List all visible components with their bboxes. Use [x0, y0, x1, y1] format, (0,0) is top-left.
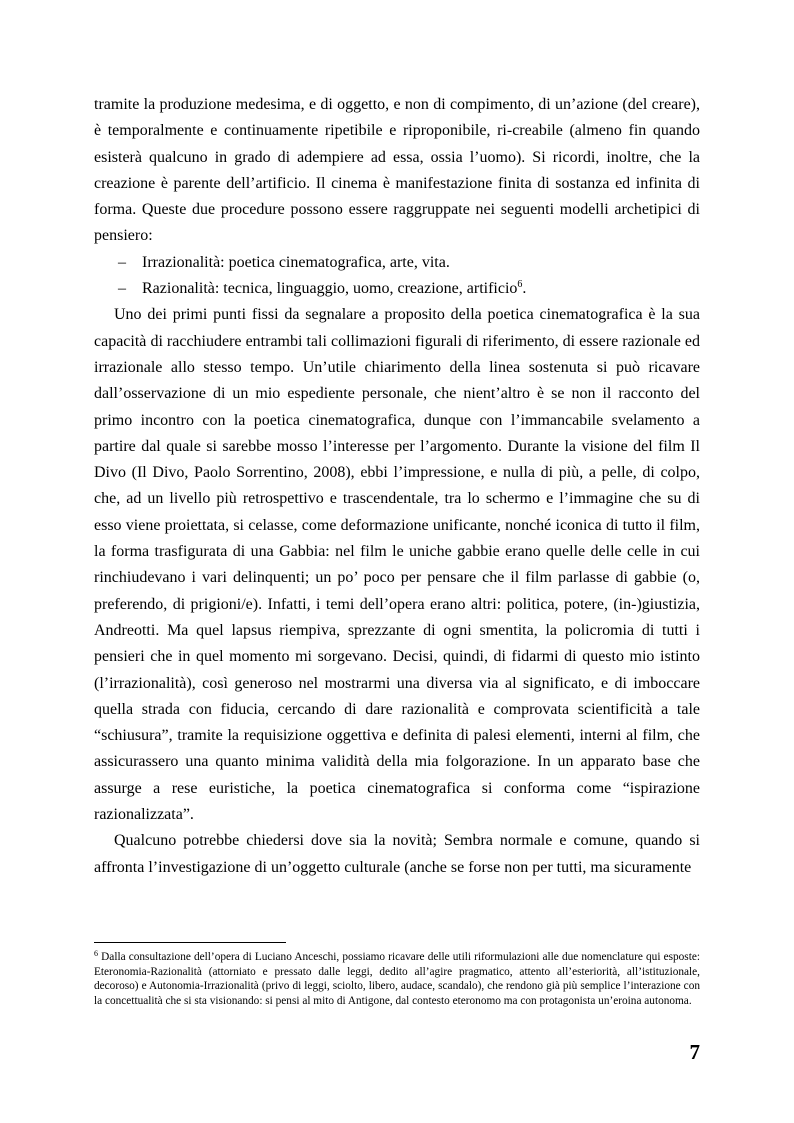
- footnote-separator: [94, 942, 286, 943]
- page-number: 7: [689, 1040, 700, 1064]
- list-item: [94, 276, 700, 302]
- footnote-text: Dalla consultazione dell’opera di Luciano Anceschi, possiamo ricavare delle utili riformulazioni alle due nomenclature qui esposte: Eteronomia-Razionalità (attorniato e pressato dalle leggi, dedito all’agire pragmatico, attento all’esteriorità, all’istituzionale, decoroso) e Autonomia-Irrazionalità (privo di leggi, sciolto, libero, audace, scandalo), che rendono già più semplice l’interazione con la concettualità che si sta visionando: si pensi al mito di Antigone, dal contesto eteronomo ma con protagonista un’eroina autonoma.: [94, 951, 700, 1007]
- paragraph-1: tramite la produzione medesima, e di oggetto, e non di compimento, di un’azione (del creare), è temporalmente e continuamente ripetibile e riproponibile, ri-creabile (almeno fin quando esisterà qualcuno in grado di adempiere ad essa, ossia l’uomo). Si ricordi, inoltre, che la creazione è parente dell’artificio. Il cinema è manifestazione finita di sostanza ed infinita di forma. Queste due procedure possono essere raggruppate nei seguenti modelli archetipici di pensiero:: [94, 96, 700, 245]
- dash-bullet: –: [118, 280, 126, 298]
- footnote-reference[interactable]: 6: [517, 279, 523, 291]
- archetype-list: [94, 250, 700, 303]
- dash-bullet: –: [118, 253, 126, 271]
- list-item: [94, 250, 700, 276]
- footnote-number: 6: [94, 949, 98, 958]
- list-item-text: Razionalità: tecnica, linguaggio, uomo, creazione, artificio: [142, 280, 518, 298]
- paragraph-3: Qualcuno potrebbe chiedersi dove sia la novità; Sembra normale e comune, quando si affronta l’investigazione di un’oggetto culturale (anche se forse non per tutti, ma sicuramente: [94, 832, 700, 876]
- paragraph-2: Uno dei primi punti fissi da segnalare a proposito della poetica cinematografica è la sua capacità di racchiudere entrambi tali collimazioni figurali di riferimento, di essere razionale ed irrazionale allo stesso tempo. Un’utile chiarimento della linea sostenuta si può ricavare dall’osservazione di un mio espediente personale, che nient’altro è se non il racconto del primo incontro con la poetica cinematografica, dunque con l’immancabile svelamento a partire dal quale si sarebbe mosso l’interesse per l’argomento. Durante la visione del film Il Divo (Il Divo, Paolo Sorrentino, 2008), ebbi l’impressione, e nulla di più, a pelle, di colpo, che, ad un livello più retrospettivo e trascendentale, tra lo schermo e l’immagine che su di esso viene proiettata, si celasse, come deformazione unificante, nonché iconica di tutto il film, la forma trasfigurata di una Gabbia: nel film le uniche gabbie erano quelle delle celle in cui rinchiudevano i vari delinquenti; un po’ poco per pensare che il film parlasse di gabbie (o, preferendo, di prigioni/e). Infatti, i temi dell’opera erano altri: politica, potere, (in-)giustizia, Andreotti. Ma quel lapsus riempiva, sprezzante di ogni smentita, la policromia di tutti i pensieri che in quel momento mi sorgevano. Decisi, quindi, di fidarmi di questo mio istinto (l’irrazionalità), così generoso nel mostrarmi una diversa via al significato, e di imboccare quella strada con fiducia, cercando di dare razionalità e comprovata scientificità a tale “schiusura”, tramite la requisizione oggettiva e definita di palesi elementi, interni al film, che assicurassero una quanto minima validità della mia folgorazione. In un apparato base che assurge a rese euristiche, la poetica cinematografica si conforma come “ispirazione razionalizzata”.: [94, 306, 700, 824]
- list-item-end: .: [522, 280, 527, 298]
- footnote: [94, 950, 700, 1008]
- body-text: [94, 92, 700, 881]
- list-item-text: Irrazionalità: poetica cinematografica, arte, vita.: [142, 253, 450, 271]
